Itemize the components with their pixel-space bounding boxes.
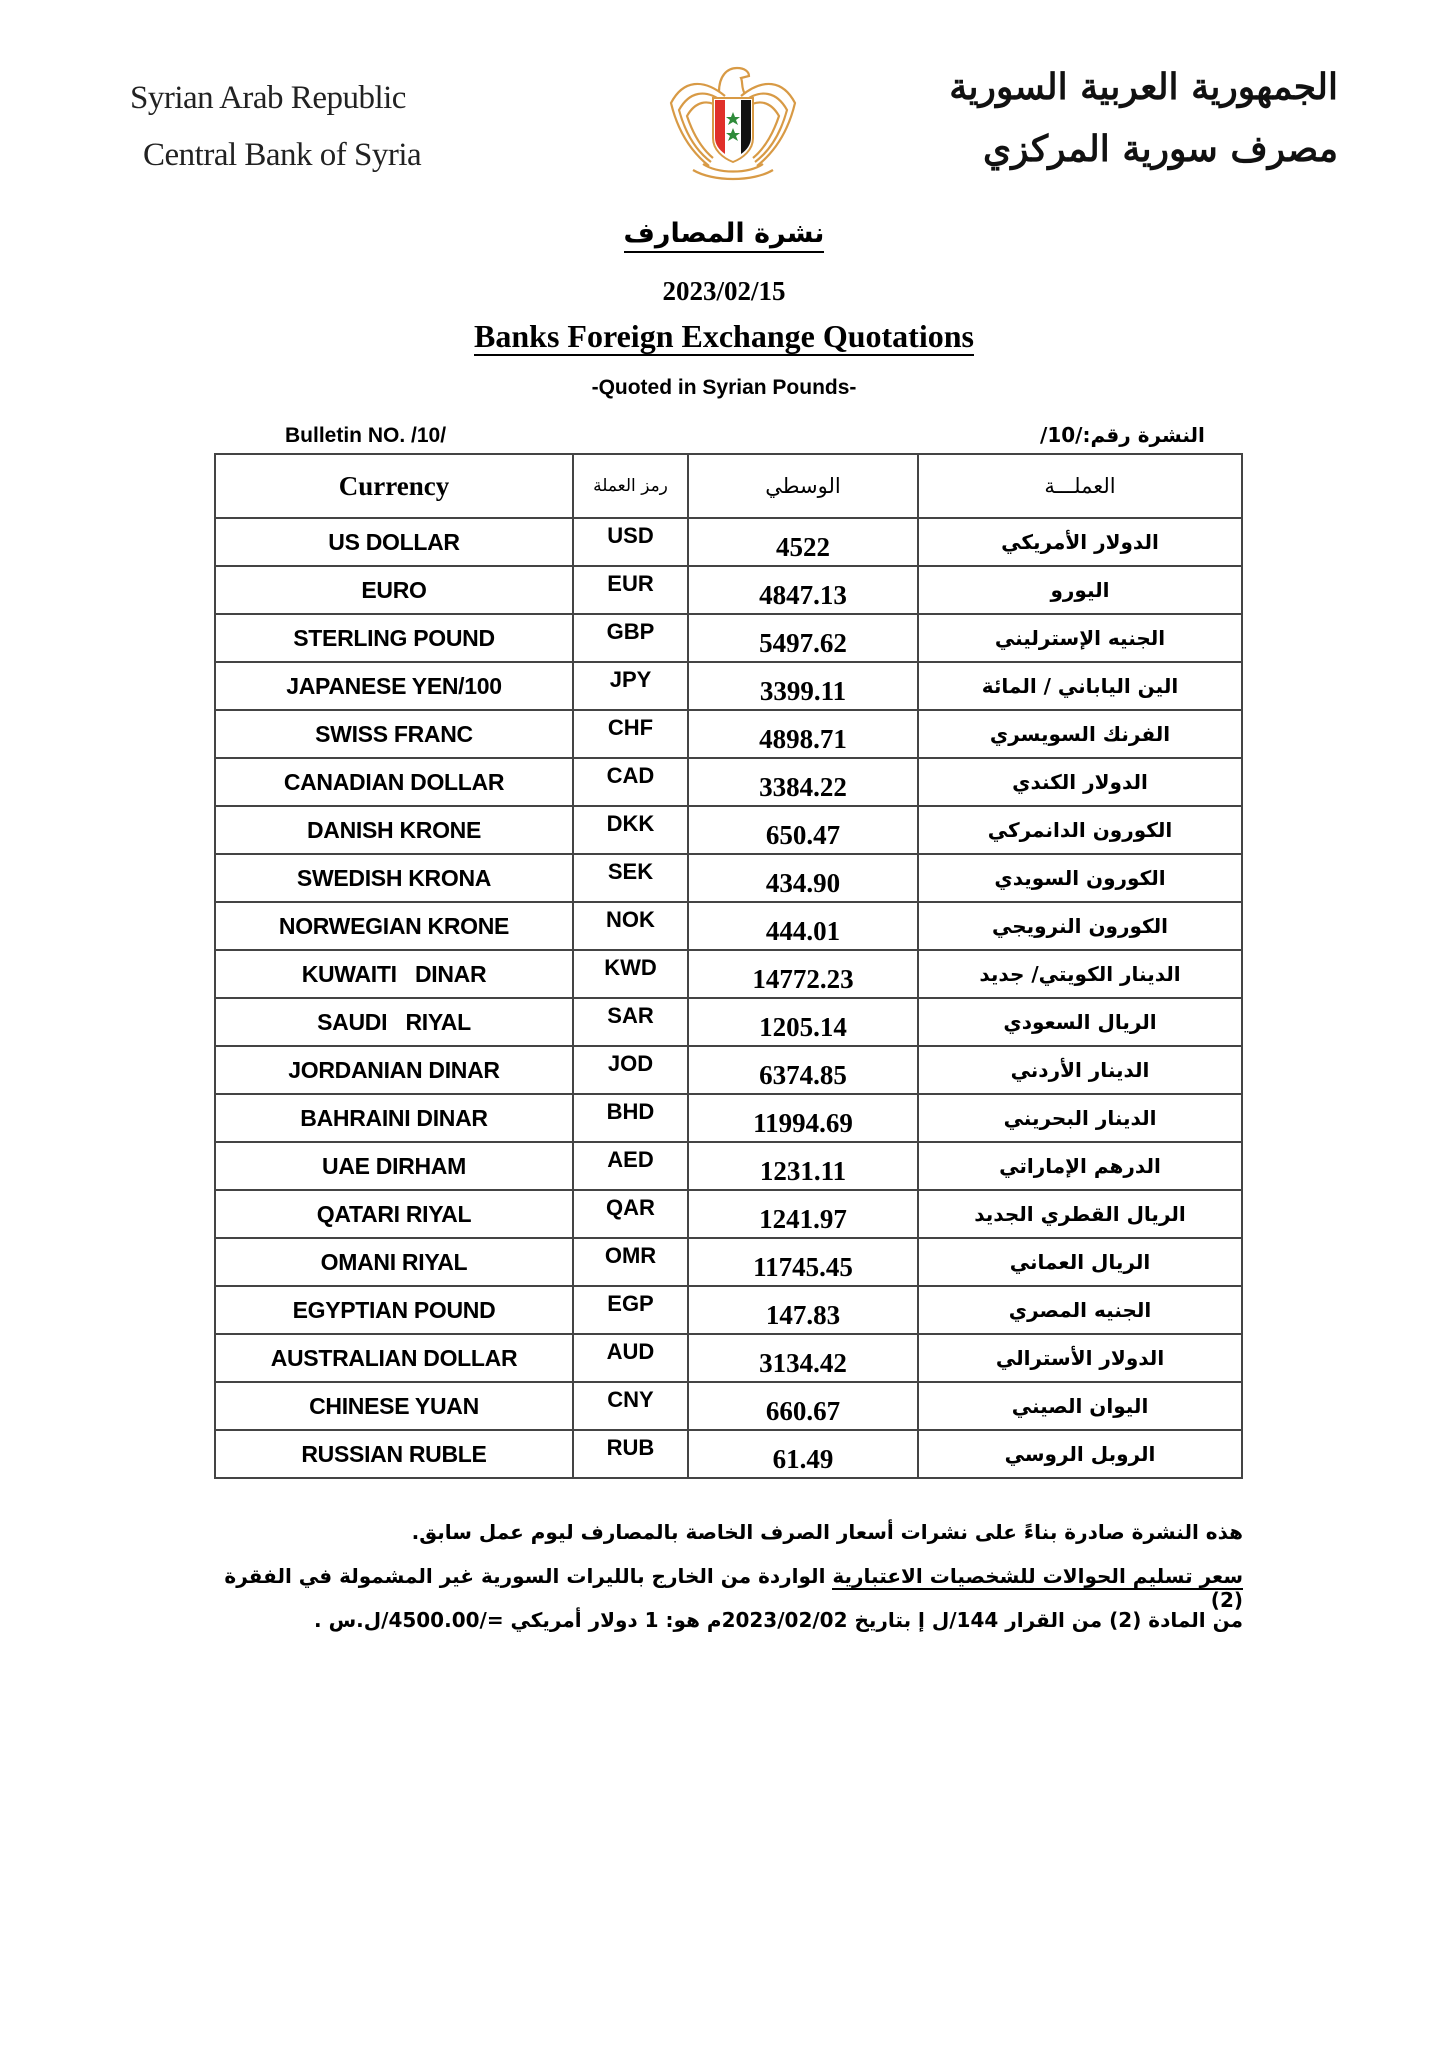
currency-name-ar: الكورون الدانمركي xyxy=(918,806,1242,854)
currency-code xyxy=(573,758,688,806)
currency-code-text: USD xyxy=(607,523,654,548)
table-row xyxy=(215,998,1242,1046)
currency-name-en: JAPANESE YEN/100 xyxy=(215,662,573,710)
mid-rate xyxy=(688,758,918,806)
mid-rate-text: 4522 xyxy=(776,531,830,562)
currency-code xyxy=(573,1334,688,1382)
mid-rate xyxy=(688,902,918,950)
currency-name-ar: الريال العماني xyxy=(918,1238,1242,1286)
currency-name-ar: الدينار الكويتي/ جديد xyxy=(918,950,1242,998)
table-row xyxy=(215,614,1242,662)
note-line-2-rest: الواردة من الخارج بالليرات السورية غير المشمولة في الفقرة (2) xyxy=(224,1564,1243,1612)
currency-code xyxy=(573,806,688,854)
subtitle: -Quoted in Syrian Pounds- xyxy=(591,376,857,399)
currency-name-en: EGYPTIAN POUND xyxy=(215,1286,573,1334)
mid-rate-text: 1205.14 xyxy=(759,1011,847,1042)
currency-code-text: SAR xyxy=(607,1003,654,1028)
mid-rate-text: 3134.42 xyxy=(759,1347,847,1378)
mid-rate xyxy=(688,1430,918,1478)
mid-rate xyxy=(688,998,918,1046)
table-row xyxy=(215,806,1242,854)
table-row xyxy=(215,950,1242,998)
currency-name-ar: الجنيه المصري xyxy=(918,1286,1242,1334)
currency-name-ar: الكورون السويدي xyxy=(918,854,1242,902)
note-line-3: من المادة (2) من القرار 144/ل إ بتاريخ 2023/02/02م هو: 1 دولار أمريكي =/4500.00/ل.س . xyxy=(314,1608,1243,1632)
arabic-title-text: نشرة المصارف xyxy=(624,218,825,253)
header-currency-code: رمز العملة xyxy=(573,454,688,518)
currency-code-text: EGP xyxy=(607,1291,654,1316)
mid-rate-text: 434.90 xyxy=(765,867,841,898)
currency-code xyxy=(573,1430,688,1478)
table-row xyxy=(215,854,1242,902)
currency-name-en: JORDANIAN DINAR xyxy=(215,1046,573,1094)
bulletin-date: 2023/02/15 xyxy=(662,276,786,306)
note-line-2-underlined: سعر تسليم الحوالات للشخصيات الاعتبارية xyxy=(832,1564,1243,1588)
english-title xyxy=(0,318,1448,355)
mid-rate xyxy=(688,662,918,710)
table-row xyxy=(215,518,1242,566)
bulletin-number-en: Bulletin NO. /10/ xyxy=(285,424,447,447)
mid-rate-text: 1241.97 xyxy=(759,1203,847,1234)
currency-name-en: QATARI RIYAL xyxy=(215,1190,573,1238)
currency-code-text: AUD xyxy=(606,1339,655,1364)
currency-name-en: NORWEGIAN KRONE xyxy=(215,902,573,950)
currency-code xyxy=(573,614,688,662)
table-row xyxy=(215,1094,1242,1142)
currency-name-ar: الين الياباني / المائة xyxy=(918,662,1242,710)
currency-code xyxy=(573,1094,688,1142)
table-row xyxy=(215,1046,1242,1094)
currency-code-text: EUR xyxy=(607,571,654,596)
mid-rate xyxy=(688,1046,918,1094)
header-arabic-bank: مصرف سورية المركزي xyxy=(982,128,1338,170)
currency-name-en: KUWAITI DINAR xyxy=(215,950,573,998)
table-row xyxy=(215,1142,1242,1190)
table-row xyxy=(215,1190,1242,1238)
mid-rate xyxy=(688,1334,918,1382)
header-currency-en: Currency xyxy=(215,454,573,518)
mid-rate-text: 11745.45 xyxy=(753,1251,853,1282)
table-row xyxy=(215,662,1242,710)
currency-code xyxy=(573,1382,688,1430)
english-title-text: Banks Foreign Exchange Quotations xyxy=(474,318,974,354)
currency-name-ar: الريال القطري الجديد xyxy=(918,1190,1242,1238)
mid-rate-text: 11994.69 xyxy=(753,1107,853,1138)
currency-code-text: KWD xyxy=(604,955,657,980)
currency-name-ar: الفرنك السويسري xyxy=(918,710,1242,758)
currency-code xyxy=(573,854,688,902)
currency-code xyxy=(573,518,688,566)
currency-code xyxy=(573,998,688,1046)
mid-rate-text: 444.01 xyxy=(765,915,841,946)
currency-name-ar: الدولار الأسترالي xyxy=(918,1334,1242,1382)
table-row xyxy=(215,758,1242,806)
mid-rate-text: 6374.85 xyxy=(759,1059,847,1090)
currency-code xyxy=(573,710,688,758)
mid-rate xyxy=(688,1094,918,1142)
header-english-country: Syrian Arab Republic xyxy=(130,80,406,116)
currency-code-text: SEK xyxy=(607,859,654,884)
currency-name-en: AUSTRALIAN DOLLAR xyxy=(215,1334,573,1382)
exchange-rates-table xyxy=(214,453,1243,1479)
currency-name-ar: الدينار الأردني xyxy=(918,1046,1242,1094)
currency-name-ar: الدولار الأمريكي xyxy=(918,518,1242,566)
table-row xyxy=(215,710,1242,758)
currency-code xyxy=(573,1286,688,1334)
currency-name-ar: الجنيه الإسترليني xyxy=(918,614,1242,662)
currency-name-en: UAE DIRHAM xyxy=(215,1142,573,1190)
currency-name-en: CHINESE YUAN xyxy=(215,1382,573,1430)
mid-rate-text: 3384.22 xyxy=(759,771,847,802)
currency-name-ar: الكورون النرويجي xyxy=(918,902,1242,950)
mid-rate-text: 147.83 xyxy=(765,1299,841,1330)
currency-code-text: CAD xyxy=(606,763,655,788)
currency-code-text: JPY xyxy=(609,667,652,692)
currency-name-ar: الريال السعودي xyxy=(918,998,1242,1046)
table-row xyxy=(215,1238,1242,1286)
mid-rate-text: 4898.71 xyxy=(759,723,847,754)
mid-rate xyxy=(688,1190,918,1238)
mid-rate xyxy=(688,1238,918,1286)
currency-name-en: SWEDISH KRONA xyxy=(215,854,573,902)
mid-rate-text: 4847.13 xyxy=(759,579,847,610)
currency-name-en: SAUDI RIYAL xyxy=(215,998,573,1046)
currency-code-text: BHD xyxy=(606,1099,655,1124)
currency-name-ar: الدرهم الإماراتي xyxy=(918,1142,1242,1190)
mid-rate xyxy=(688,1286,918,1334)
currency-code-text: OMR xyxy=(604,1243,657,1268)
mid-rate-text: 14772.23 xyxy=(752,963,854,994)
bulletin-number-ar: النشرة رقم:/10/ xyxy=(1040,423,1205,447)
currency-code-text: RUB xyxy=(606,1435,655,1460)
mid-rate xyxy=(688,614,918,662)
arabic-title xyxy=(0,218,1448,249)
currency-code-text: CNY xyxy=(607,1387,654,1412)
currency-name-en: US DOLLAR xyxy=(215,518,573,566)
currency-name-en: RUSSIAN RUBLE xyxy=(215,1430,573,1478)
mid-rate xyxy=(688,518,918,566)
table-row xyxy=(215,1382,1242,1430)
currency-code-text: CHF xyxy=(607,715,654,740)
mid-rate-text: 5497.62 xyxy=(759,627,847,658)
currency-name-en: BAHRAINI DINAR xyxy=(215,1094,573,1142)
currency-name-ar: الروبل الروسي xyxy=(918,1430,1242,1478)
mid-rate xyxy=(688,950,918,998)
table-body xyxy=(215,518,1242,1478)
mid-rate-text: 660.67 xyxy=(765,1395,841,1426)
currency-code-text: NOK xyxy=(606,907,655,932)
currency-code xyxy=(573,902,688,950)
header-english-bank: Central Bank of Syria xyxy=(143,137,422,173)
currency-name-en: CANADIAN DOLLAR xyxy=(215,758,573,806)
currency-code-text: QAR xyxy=(606,1195,655,1220)
currency-name-en: OMANI RIYAL xyxy=(215,1238,573,1286)
table-row xyxy=(215,1286,1242,1334)
currency-name-en: DANISH KRONE xyxy=(215,806,573,854)
currency-name-en: EURO xyxy=(215,566,573,614)
currency-name-ar: اليورو xyxy=(918,566,1242,614)
mid-rate-text: 3399.11 xyxy=(759,675,847,706)
mid-rate xyxy=(688,1382,918,1430)
mid-rate xyxy=(688,710,918,758)
currency-code xyxy=(573,662,688,710)
table-row xyxy=(215,902,1242,950)
syrian-eagle-emblem-icon xyxy=(663,58,803,188)
currency-code xyxy=(573,566,688,614)
mid-rate xyxy=(688,854,918,902)
mid-rate-text: 61.49 xyxy=(772,1443,834,1474)
currency-code-text: GBP xyxy=(606,619,655,644)
table-row xyxy=(215,1430,1242,1478)
table-row xyxy=(215,566,1242,614)
emblem-graphic xyxy=(663,58,803,188)
currency-code xyxy=(573,1046,688,1094)
table-row xyxy=(215,1334,1242,1382)
currency-code xyxy=(573,1238,688,1286)
currency-name-ar: اليوان الصيني xyxy=(918,1382,1242,1430)
mid-rate xyxy=(688,566,918,614)
currency-code xyxy=(573,950,688,998)
currency-name-ar: الدينار البحريني xyxy=(918,1094,1242,1142)
currency-name-en: SWISS FRANC xyxy=(215,710,573,758)
currency-name-ar: الدولار الكندي xyxy=(918,758,1242,806)
mid-rate xyxy=(688,806,918,854)
mid-rate-text: 650.47 xyxy=(765,819,841,850)
mid-rate xyxy=(688,1142,918,1190)
currency-code-text: JOD xyxy=(607,1051,654,1076)
table-header-row xyxy=(215,454,1242,518)
header-currency-ar: العملـــة xyxy=(918,454,1242,518)
note-line-2 xyxy=(203,1564,1243,1612)
header-arabic-country: الجمهورية العربية السورية xyxy=(949,66,1338,108)
currency-code-text: DKK xyxy=(606,811,655,836)
currency-name-en: STERLING POUND xyxy=(215,614,573,662)
currency-code xyxy=(573,1190,688,1238)
mid-rate-text: 1231.11 xyxy=(759,1155,847,1186)
currency-code-text: AED xyxy=(607,1147,654,1172)
currency-code xyxy=(573,1142,688,1190)
note-line-1: هذه النشرة صادرة بناءً على نشرات أسعار الصرف الخاصة بالمصارف ليوم عمل سابق. xyxy=(411,1520,1243,1544)
header-mid-rate: الوسطي xyxy=(688,454,918,518)
